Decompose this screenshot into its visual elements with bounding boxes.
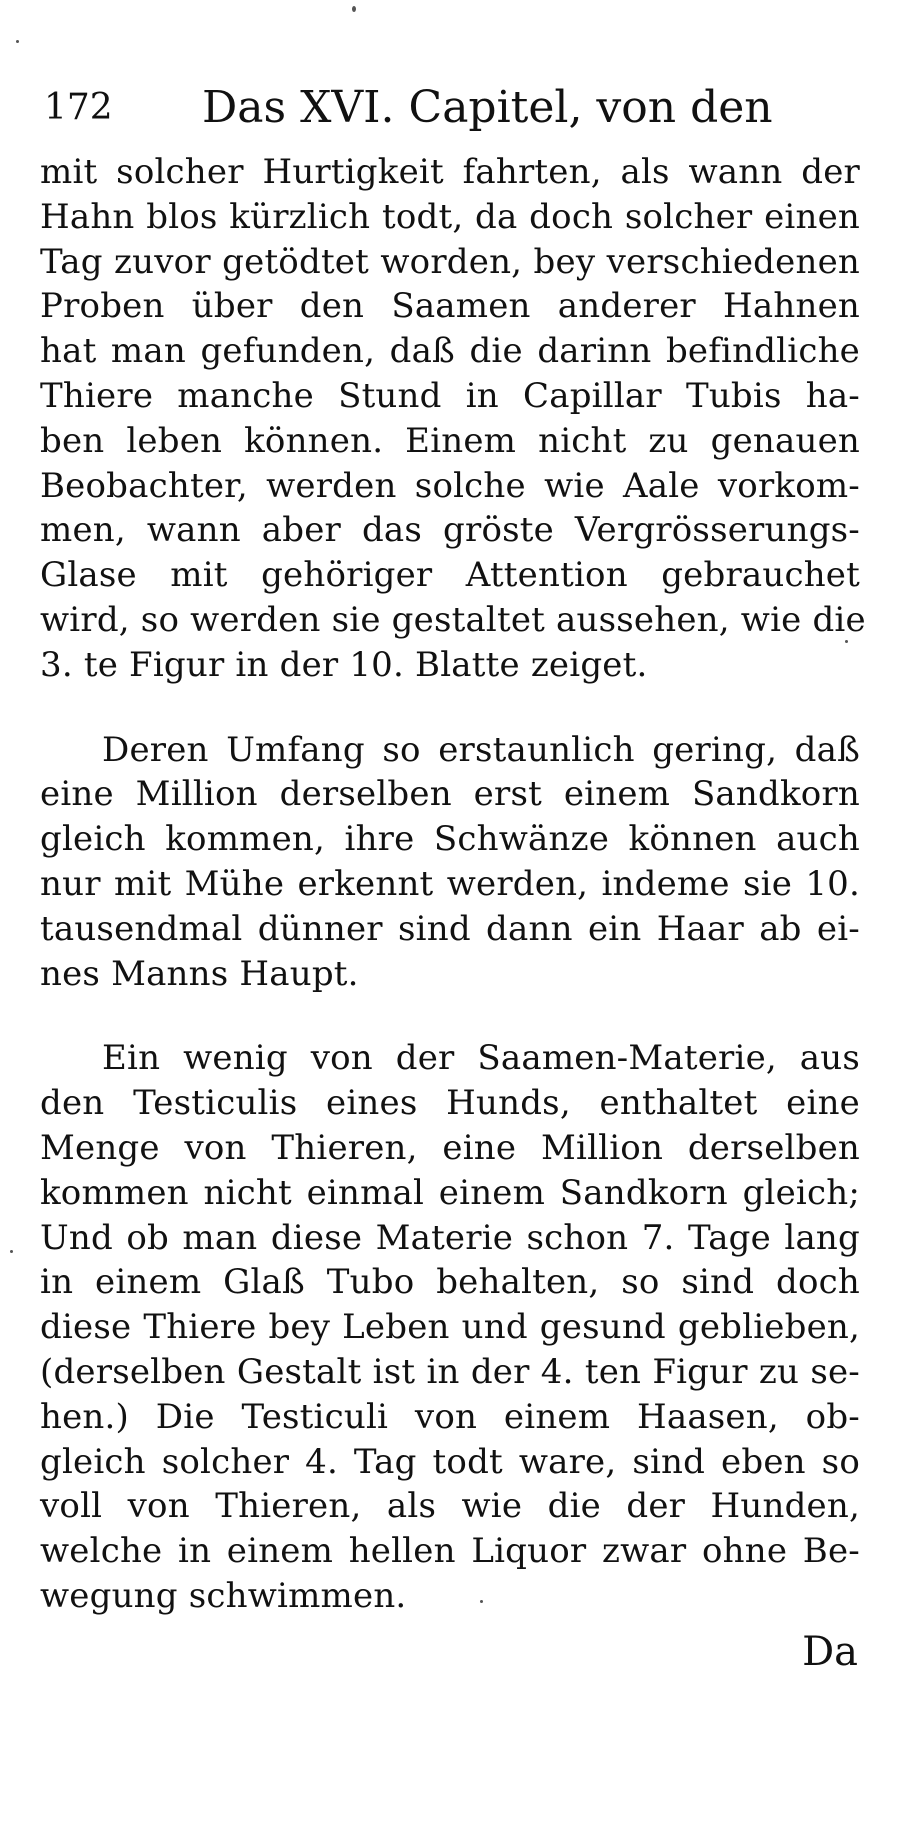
scan-speck <box>845 640 848 643</box>
text-line: Beobachter, werden solche wie Aale vorkom- <box>40 465 860 506</box>
text-line: men, wann aber das gröste Vergrösserungs- <box>40 510 860 551</box>
page-number: 172 <box>44 87 113 128</box>
scan-speck <box>10 1250 13 1253</box>
text-line: tausendmal dünner sind dann ein Haar ab ei- <box>40 908 860 949</box>
paragraph-gap <box>40 688 860 728</box>
paragraph-3 <box>40 1036 860 1618</box>
text-line: nur mit Mühe erkennt werden, indeme sie 10. <box>40 863 860 904</box>
text-line: ben leben können. Einem nicht zu genauen <box>40 420 860 461</box>
text-line: hen.) Die Testiculi von einem Haasen, ob- <box>40 1396 860 1437</box>
text-line: Proben über den Saamen anderer Hahnen <box>40 286 860 327</box>
page-header <box>44 78 773 138</box>
text-line: gleich solcher 4. Tag todt ware, sind eben so <box>40 1441 860 1482</box>
text-line: voll von Thieren, als wie die der Hunden, <box>40 1486 860 1527</box>
text-line: Hahn blos kürzlich todt, da doch solcher einen <box>40 196 860 237</box>
paragraph-2 <box>40 728 860 997</box>
paragraph-1 <box>40 150 866 688</box>
text-line: Thiere manche Stund in Capillar Tubis ha- <box>40 375 860 416</box>
text-line: nes Manns Haupt. <box>40 953 359 994</box>
scan-speck <box>480 1600 483 1603</box>
text-line: welche in einem hellen Liquor zwar ohne Be- <box>40 1531 860 1572</box>
text-line: Glase mit gehöriger Attention gebrauchet <box>40 555 860 596</box>
text-line: diese Thiere bey Leben und gesund geblieben, <box>40 1307 860 1348</box>
paragraph-gap <box>40 996 860 1036</box>
text-line: Deren Umfang so erstaunlich gering, daß <box>102 729 860 770</box>
text-line: Menge von Thieren, eine Million derselben <box>40 1127 860 1168</box>
text-line: gleich kommen, ihre Schwänze können auch <box>40 819 860 860</box>
text-line: (derselben Gestalt ist in der 4. ten Figur zu se- <box>40 1351 860 1392</box>
text-line: eine Million derselben erst einem Sandkorn <box>40 774 860 815</box>
text-line: wird, so werden sie gestaltet aussehen, wie die <box>40 599 866 640</box>
text-line: wegung schwimmen. <box>40 1575 407 1616</box>
text-line: Und ob man diese Materie schon 7. Tage lang <box>40 1217 860 1258</box>
text-line: kommen nicht einmal einem Sandkorn gleich; <box>40 1172 860 1213</box>
running-title: Das XVI. Capitel, von den <box>202 82 773 133</box>
text-line: Ein wenig von der Saamen-Materie, aus <box>102 1038 860 1079</box>
text-line: in einem Glaß Tubo behalten, so sind doch <box>40 1262 860 1303</box>
text-line: 3. te Figur in der 10. Blatte zeiget. <box>40 644 648 685</box>
text-line: hat man gefunden, daß die darinn befindliche <box>40 331 860 372</box>
text-line: Tag zuvor getödtet worden, bey verschiedenen <box>40 241 860 282</box>
scan-speck <box>16 40 19 43</box>
body-text <box>40 150 866 1619</box>
catchword: Da <box>802 1629 858 1675</box>
scan-speck <box>352 6 356 12</box>
text-line: den Testiculis eines Hunds, enthaltet eine <box>40 1083 860 1124</box>
text-line: mit solcher Hurtigkeit fahrten, als wann der <box>40 152 860 192</box>
